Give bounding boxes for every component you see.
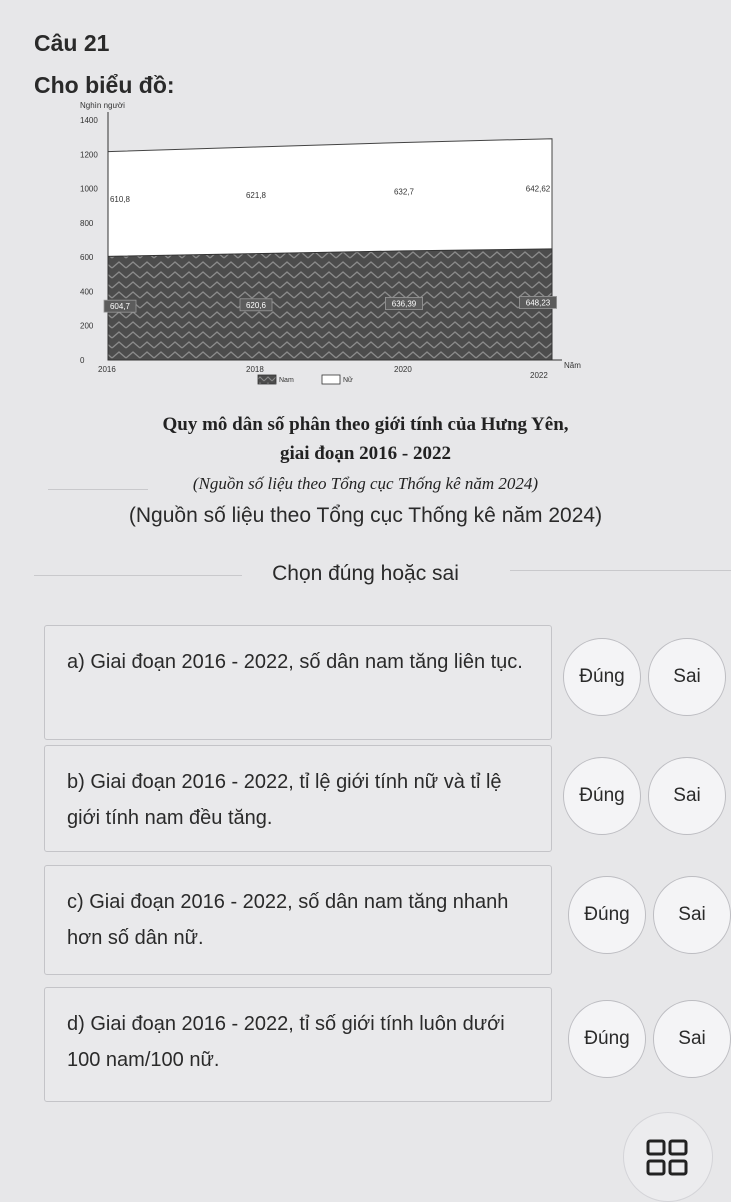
data-label-female: 632,7 bbox=[393, 187, 415, 197]
instruction-text: Chọn đúng hoặc sai bbox=[272, 562, 459, 585]
statement-card-c bbox=[44, 865, 552, 975]
grid-icon bbox=[646, 1139, 690, 1179]
x-tick-label: 2018 bbox=[246, 365, 264, 374]
true-button-d[interactable]: Đúng bbox=[568, 1000, 646, 1078]
question-grid-button[interactable] bbox=[623, 1112, 713, 1202]
false-button-a[interactable]: Sai bbox=[648, 638, 726, 716]
question-prompt: Cho biểu đồ: bbox=[34, 72, 175, 98]
false-button-c[interactable]: Sai bbox=[653, 876, 731, 954]
y-tick-label: 0 bbox=[80, 356, 85, 365]
statement-text-a: a) Giai đoạn 2016 - 2022, số dân nam tăng liên tục. bbox=[67, 651, 523, 673]
statement-card-a bbox=[44, 625, 552, 740]
data-label-male: 604,7 bbox=[109, 302, 131, 312]
divider-right bbox=[510, 570, 731, 571]
statement-text-c: c) Giai đoạn 2016 - 2022, số dân nam tăng nhanh hơn số dân nữ. bbox=[67, 891, 509, 949]
question-number: Câu 21 bbox=[34, 30, 110, 56]
x-axis-label: Năm bbox=[564, 361, 581, 370]
divider bbox=[48, 489, 148, 490]
data-label-female: 610,8 bbox=[109, 194, 131, 204]
y-tick-label: 800 bbox=[80, 218, 94, 228]
series-area-male bbox=[108, 249, 552, 360]
chart-source: (Nguồn số liệu theo Tổng cục Thống kê năm 2024) bbox=[192, 474, 539, 493]
false-button-b[interactable]: Sai bbox=[648, 757, 726, 835]
data-label-female: 621,8 bbox=[245, 191, 267, 201]
statement-text-b: b) Giai đoạn 2016 - 2022, tỉ lệ giới tính nữ và tỉ lệ giới tính nam đều tăng. bbox=[67, 771, 502, 829]
data-label-female: 642,62 bbox=[525, 184, 551, 194]
x-tick-label: 2016 bbox=[98, 365, 116, 374]
y-tick-label: 600 bbox=[80, 253, 94, 263]
statement-text-d: d) Giai đoạn 2016 - 2022, tỉ số giới tính luôn dưới 100 nam/100 nữ. bbox=[67, 1013, 505, 1071]
x-tick-label: 2022 bbox=[530, 371, 548, 380]
y-tick-label: 1000 bbox=[80, 184, 98, 194]
chart-title: Quy mô dân số phân theo giới tính của Hưng Yên, bbox=[162, 414, 569, 435]
true-button-c[interactable]: Đúng bbox=[568, 876, 646, 954]
y-tick-label: 1400 bbox=[80, 116, 98, 125]
legend-swatch-male bbox=[258, 375, 276, 384]
y-tick-label: 1200 bbox=[80, 150, 98, 160]
statement-card-d bbox=[44, 987, 552, 1102]
legend-label-female: Nữ bbox=[343, 377, 353, 384]
y-tick-label: 200 bbox=[80, 321, 94, 331]
population-area-chart bbox=[0, 100, 731, 400]
data-label-male: 636,39 bbox=[391, 299, 417, 309]
legend-swatch-female bbox=[322, 375, 340, 384]
y-axis-label: Nghìn người bbox=[80, 101, 125, 110]
x-tick-label: 2020 bbox=[394, 365, 412, 374]
chart-subtitle: giai đoạn 2016 - 2022 bbox=[279, 443, 452, 464]
data-label-male: 620,6 bbox=[245, 300, 267, 310]
false-button-d[interactable]: Sai bbox=[653, 1000, 731, 1078]
legend-label-male: Nam bbox=[279, 377, 294, 384]
statement-card-b bbox=[44, 745, 552, 852]
y-tick-label: 400 bbox=[80, 287, 94, 297]
true-button-a[interactable]: Đúng bbox=[563, 638, 641, 716]
source-note: (Nguồn số liệu theo Tổng cục Thống kê năm 2024) bbox=[128, 504, 603, 527]
true-button-b[interactable]: Đúng bbox=[563, 757, 641, 835]
data-label-male: 648,23 bbox=[525, 298, 551, 308]
